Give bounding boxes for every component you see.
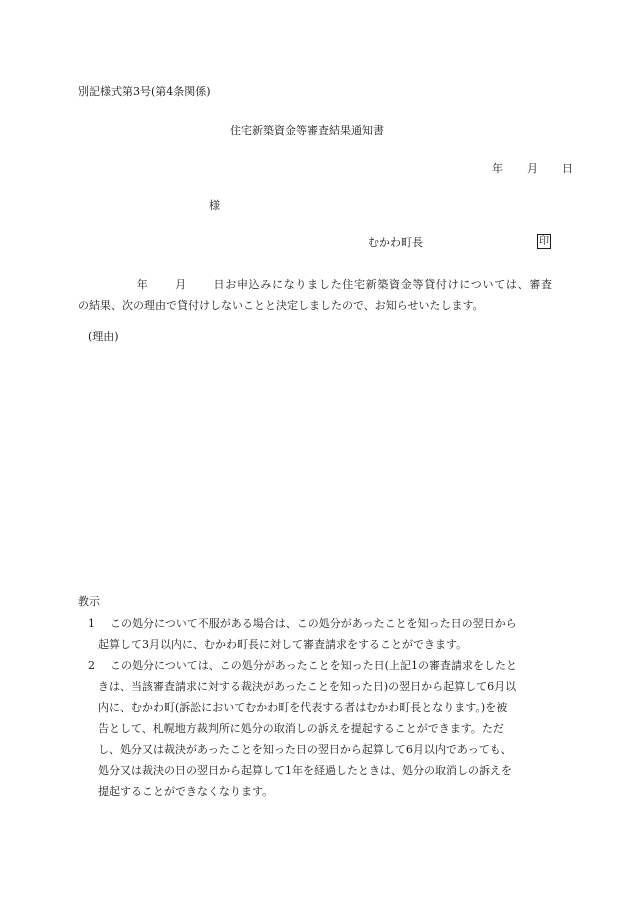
body-year: 年 (136, 278, 149, 291)
instruction-line: 内に、むかわ町(訴訟においてむかわ町を代表する者はむかわ町長となります。)を被 (98, 701, 508, 714)
instruction-line: 処分又は裁決の日の翌日から起算して1年を経過したときは、処分の取消しの訴えを (98, 764, 512, 777)
reason-label: (理由) (88, 330, 119, 343)
notice-body (78, 274, 552, 316)
instruction-line: きは、当該審査請求に対する裁決があったことを知った日)の翌日から起算して6月以 (98, 680, 517, 693)
instruction-item-2 (78, 655, 552, 802)
instruction-line: 起算して3月以内に、むかわ町長に対して審査請求をすることができます。 (98, 638, 468, 651)
instruction-line: この処分について不服がある場合は、この処分があったことを知った日の翌日から (110, 617, 517, 630)
issue-date (468, 163, 573, 174)
issuer-name: むかわ町長 (368, 236, 423, 249)
body-month: 月 (174, 278, 187, 291)
instruction-line: し、処分又は裁決があったことを知った日の翌日から起算して6月以内であっても、 (98, 743, 512, 756)
date-year: 年 (492, 162, 503, 175)
instruction-item-1 (78, 613, 552, 655)
notice-body-line-2: の結果、次の理由で貸付けしないことと決定しましたので、お知らせいたします。 (78, 299, 484, 312)
instruction-line: この処分については、この処分があったことを知った日(上記1の審査請求をしたと (110, 659, 517, 672)
instruction-item-number: 2 (88, 659, 95, 672)
date-month: 月 (527, 162, 538, 175)
addressee-honorific: 様 (209, 199, 220, 212)
instruction-line: 提起することができなくなります。 (98, 785, 274, 798)
date-day: 日 (562, 162, 573, 175)
body-line1-rest: 日お申込みになりました住宅新築資金等貸付けについては、審査 (212, 278, 553, 291)
notice-body-line-1 (78, 274, 552, 295)
instruction-item-number: 1 (88, 617, 95, 630)
form-number: 別記様式第3号(第4条関係) (78, 85, 211, 98)
instruction-title: 教示 (78, 595, 100, 608)
instruction-section (78, 596, 552, 802)
document-title: 住宅新築資金等審査結果通知書 (230, 124, 384, 137)
instruction-line: 告として、札幌地方裁判所に処分の取消しの訴えを提起することができます。ただ (98, 722, 504, 735)
seal-mark: 印 (539, 236, 549, 247)
